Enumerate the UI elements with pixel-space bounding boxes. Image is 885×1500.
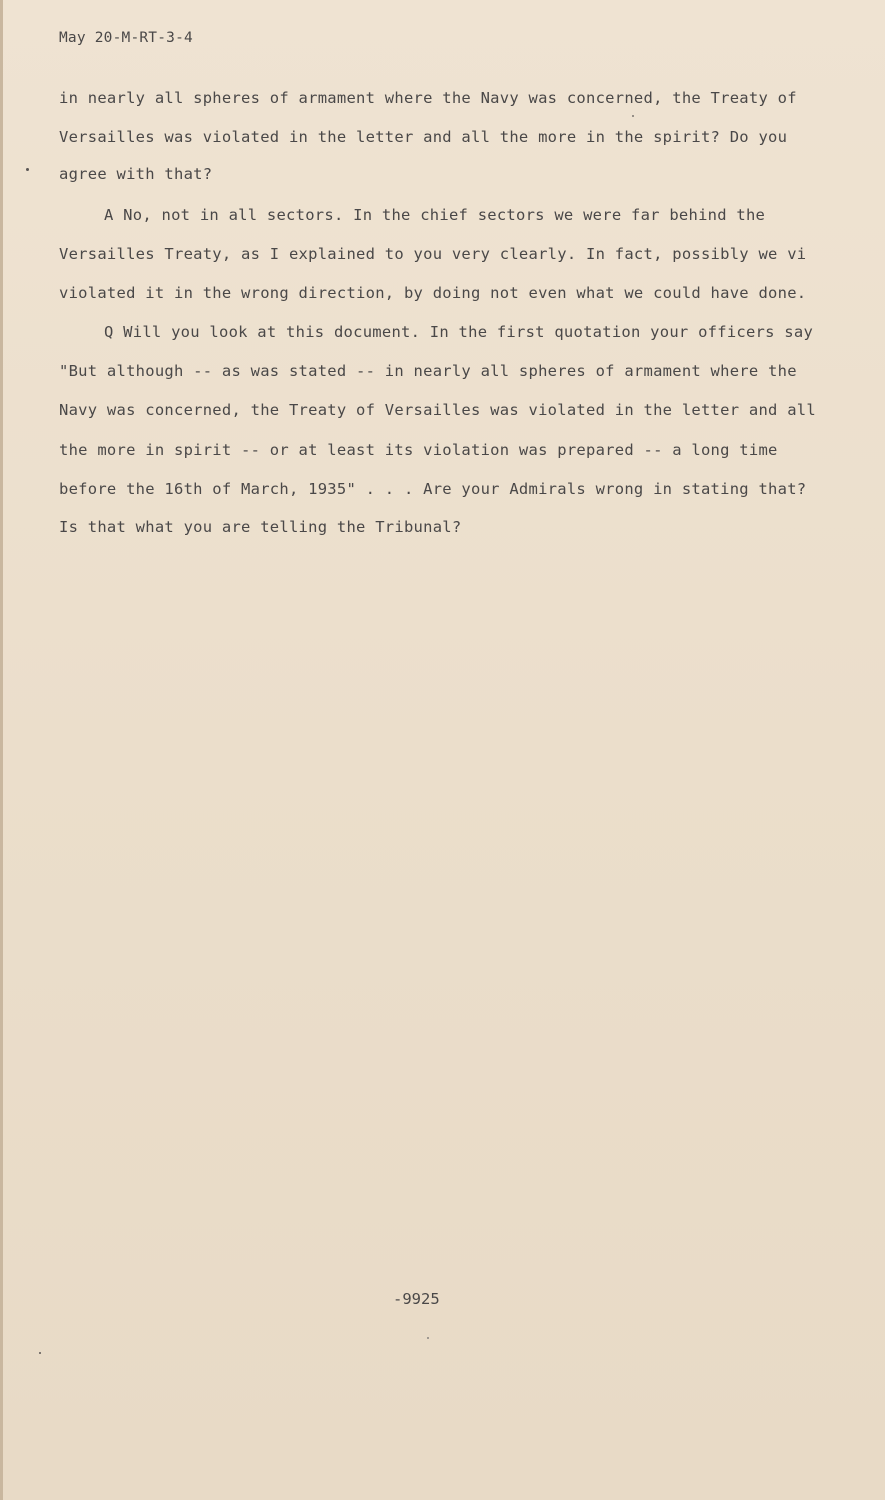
text-line: "But although -- as was stated -- in nearly all spheres of armament where the — [59, 362, 797, 380]
text-line: A No, not in all sectors. In the chief sectors we were far behind the — [104, 206, 766, 224]
text-line: in nearly all spheres of armament where the Navy was concerned, the Treaty of — [59, 89, 797, 107]
text-line: Q Will you look at this document. In the first quotation your officers say — [104, 323, 814, 341]
paper-speck — [427, 1337, 429, 1339]
text-line: before the 16th of March, 1935" . . . Are your Admirals wrong in stating that? — [59, 480, 807, 498]
text-line: violated it in the wrong direction, by doing not even what we could have done. — [59, 284, 807, 302]
paper-speck — [632, 115, 634, 117]
page-edge — [0, 0, 3, 1500]
text-line: Is that what you are telling the Tribunal? — [59, 518, 462, 536]
text-line: agree with that? — [59, 165, 213, 183]
text-line: the more in spirit -- or at least its violation was prepared -- a long time — [59, 441, 778, 459]
text-line: Versailles Treaty, as I explained to you very clearly. In fact, possibly we vi — [59, 245, 807, 263]
text-line: Versailles was violated in the letter and all the more in the spirit? Do you — [59, 128, 788, 146]
paper-speck — [26, 168, 29, 171]
page-number: -9925 — [393, 1290, 440, 1308]
text-line: Navy was concerned, the Treaty of Versailles was violated in the letter and all — [59, 401, 816, 419]
paper-speck — [39, 1352, 41, 1354]
page-header: May 20-M-RT-3-4 — [59, 30, 193, 46]
